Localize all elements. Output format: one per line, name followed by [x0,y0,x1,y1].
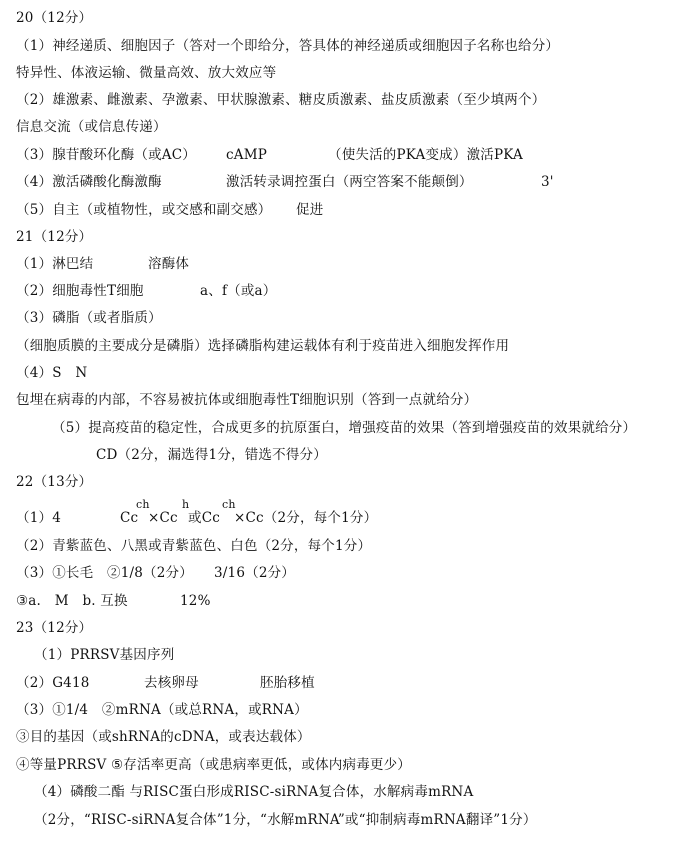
q22-genotype-1-sup: ch [136,498,150,511]
q20-part3-a: （3）腺苷酸环化酶（或AC） [16,147,196,163]
q22-part1-a: （1）4 [16,510,61,526]
q20-part4-c: 3' [541,174,554,190]
q22-part3-c: ③a. M b. 互换 [16,593,128,609]
q23-part3-cont1: ③目的基因（或shRNA的cDNA，或表达载体） [16,729,311,745]
q21-part1-a: （1）淋巴结 [16,256,94,272]
q22-genotype-2: ×Cc [148,510,178,526]
q21-part3-cont: （细胞质膜的主要成分是磷脂）选择磷脂构建运载体有利于疫苗进入细胞发挥作用 [16,338,510,354]
q21-title: 21（12分） [16,229,93,245]
q22-genotype-2-sup: h [182,498,190,511]
q22-part3-d: 12% [180,593,211,609]
q23-part4: （4）磷酸二酯 与RISC蛋白形成RISC-siRNA复合体，水解病毒mRNA [34,784,474,800]
q20-part1: （1）神经递质、细胞因子（答对一个即给分，答具体的神经递质或细胞因子名称也给分） [16,38,560,54]
q23-part1: （1）PRRSV基因序列 [34,647,175,663]
q23-title: 23（12分） [16,620,93,636]
q23-part2-a: （2）G418 [16,675,90,691]
q20-part2-cont: 信息交流（或信息传递） [16,119,167,135]
q22-genotype-1: Cc [120,510,139,526]
q21-part5-cont: CD（2分，漏选得1分，错选不得分） [96,447,327,463]
q23-part3-cont2: ④等量PRRSV ⑤存活率更高（或患病率更低，或体内病毒更少） [16,757,412,773]
q20-part5-a: （5）自主（或植物性，或交感和副交感） [16,202,272,218]
q20-title: 20（12分） [16,10,93,26]
q20-part1-cont: 特异性、体液运输、微量高效、放大效应等 [16,65,277,81]
q22-part2: （2）青紫蓝色、八黑或青紫蓝色、白色（2分，每个1分） [16,538,372,554]
q21-part3: （3）磷脂（或者脂质） [16,310,162,326]
q21-part1-b: 溶酶体 [148,256,190,272]
q20-part4-a: （4）激活磷酸化酶激酶 [16,174,162,190]
q20-part4-b: 激活转录调控蛋白（两空答案不能颠倒） [226,174,473,190]
q22-title: 22（13分） [16,474,93,490]
q22-genotype-4: ×Cc（2分，每个1分） [234,510,378,526]
q20-part2: （2）雄激素、雌激素、孕激素、甲状腺激素、糖皮质激素、盐皮质激素（至少填两个） [16,92,546,108]
q23-part3: （3）①1/4 ②mRNA（或总RNA，或RNA） [16,702,308,718]
q23-part2-b: 去核卵母 [144,675,199,691]
q22-genotype-3-sup: ch [222,498,236,511]
q21-part2-b: a、f（或a） [200,283,277,299]
q21-part4-cont: 包埋在病毒的内部，不容易被抗体或细胞毒性T细胞识别（答到一点就给分） [16,392,478,408]
q22-part3-b: 3/16（2分） [214,565,296,581]
q23-part2-c: 胚胎移植 [260,675,315,691]
q21-part5: （5）提高疫苗的稳定性，合成更多的抗原蛋白，增强疫苗的效果（答到增强疫苗的效果就给分） [52,420,637,436]
q20-part5-b: 促进 [296,202,324,218]
q21-part2-a: （2）细胞毒性T细胞 [16,283,144,299]
q22-genotype-3: 或Cc [188,510,220,526]
q22-part3-a: （3）①长毛 ②1/8（2分） [16,565,193,581]
q20-part3-b: cAMP [226,147,268,163]
q20-part3-c: （使失活的PKA变成）激活PKA [328,147,523,163]
q21-part4: （4）S N [16,365,88,381]
q23-part4-cont: （2分，“RISC-siRNA复合体”1分，“水解mRNA”或“抑制病毒mRNA翻译”1分） [34,812,537,828]
